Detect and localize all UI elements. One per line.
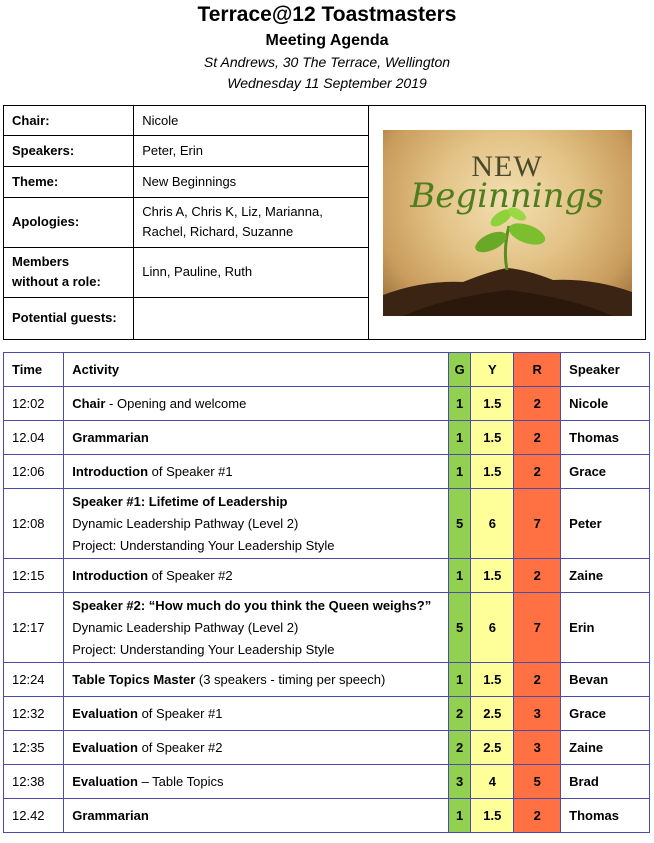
- theme-label: Theme:: [4, 167, 134, 198]
- row-activity: [64, 731, 449, 765]
- row-activity: [64, 765, 449, 799]
- row-time: 12:24: [4, 663, 64, 697]
- potential-guests-value: [134, 297, 369, 339]
- table-row: [4, 663, 650, 697]
- members-label-line-1: Members: [12, 254, 70, 270]
- row-project: Project: Understanding Your Leadership Style: [72, 537, 335, 553]
- potential-guests-label: Potential guests:: [4, 297, 134, 339]
- table-row: [4, 489, 650, 559]
- new-beginnings-image: [383, 130, 632, 316]
- row-yellow-time: 6: [471, 489, 514, 559]
- row-red-time: 3: [514, 697, 561, 731]
- row-pathway: Dynamic Leadership Pathway (Level 2): [72, 619, 299, 635]
- row-red-time: 7: [514, 489, 561, 559]
- venue-line: St Andrews, 30 The Terrace, Wellington: [203, 54, 451, 70]
- speakers-value: Peter, Erin: [134, 136, 369, 167]
- table-row: [4, 559, 650, 593]
- row-activity: [64, 663, 449, 697]
- row-speaker: Zaine: [561, 731, 650, 765]
- row-green-time: 1: [448, 421, 470, 455]
- apologies-line-2: Rachel, Richard, Suzanne: [142, 224, 294, 240]
- row-detail: of Speaker #2: [148, 567, 233, 583]
- row-speaker: Thomas: [561, 421, 650, 455]
- row-pathway: Dynamic Leadership Pathway (Level 2): [72, 515, 299, 531]
- row-speaker: Peter: [561, 489, 650, 559]
- table-row: [4, 387, 650, 421]
- row-green-time: 2: [448, 731, 470, 765]
- row-green-time: 1: [448, 663, 470, 697]
- row-role: Speaker #2: “How much do you think the Queen weighs?”: [72, 597, 432, 613]
- members-without-role-value: Linn, Pauline, Ruth: [134, 247, 369, 297]
- row-activity: [64, 489, 449, 559]
- row-yellow-time: 6: [471, 593, 514, 663]
- row-green-time: 1: [448, 455, 470, 489]
- agenda-subtitle: Meeting Agenda: [265, 32, 389, 49]
- speakers-label: Speakers:: [4, 136, 134, 167]
- row-project: Project: Understanding Your Leadership Style: [72, 641, 335, 657]
- col-activity: Activity: [64, 353, 449, 387]
- row-role: Introduction: [72, 463, 149, 479]
- image-word-beginnings: Beginnings: [410, 175, 604, 216]
- row-green-time: 1: [448, 559, 470, 593]
- row-speaker: Brad: [561, 765, 650, 799]
- agenda-header-row: [4, 353, 650, 387]
- chair-value: Nicole: [134, 106, 369, 136]
- row-green-time: 5: [448, 593, 470, 663]
- row-yellow-time: 1.5: [471, 387, 514, 421]
- row-speaker: Zaine: [561, 559, 650, 593]
- row-time: 12.42: [4, 799, 64, 833]
- row-role: Grammarian: [72, 807, 149, 823]
- theme-image-cell: [369, 106, 646, 340]
- row-red-time: 2: [514, 387, 561, 421]
- row-role: Table Topics Master: [72, 671, 196, 687]
- col-speaker: Speaker: [561, 353, 650, 387]
- row-detail: (3 speakers - timing per speech): [195, 671, 386, 687]
- meeting-info-table: [3, 105, 646, 340]
- row-time: 12:06: [4, 455, 64, 489]
- apologies-line-1: Chris A, Chris K, Liz, Marianna,: [142, 204, 323, 220]
- row-speaker: Nicole: [561, 387, 650, 421]
- row-role: Speaker #1: Lifetime of Leadership: [72, 493, 288, 509]
- table-row: [4, 731, 650, 765]
- row-yellow-time: 1.5: [471, 799, 514, 833]
- row-activity: [64, 559, 449, 593]
- row-role: Evaluation: [72, 739, 138, 755]
- row-speaker: Thomas: [561, 799, 650, 833]
- row-speaker: Erin: [561, 593, 650, 663]
- row-role: Evaluation: [72, 773, 138, 789]
- col-time: Time: [4, 353, 64, 387]
- row-activity: [64, 799, 449, 833]
- table-row: [4, 421, 650, 455]
- row-green-time: 3: [448, 765, 470, 799]
- row-activity: [64, 593, 449, 663]
- row-green-time: 1: [448, 799, 470, 833]
- row-detail: - Opening and welcome: [105, 395, 247, 411]
- row-red-time: 2: [514, 421, 561, 455]
- row-yellow-time: 2.5: [471, 697, 514, 731]
- row-time: 12:08: [4, 489, 64, 559]
- row-detail: of Speaker #2: [137, 739, 223, 755]
- row-role: Grammarian: [72, 429, 149, 445]
- col-yellow: Y: [471, 353, 514, 387]
- row-yellow-time: 1.5: [471, 663, 514, 697]
- row-time: 12:15: [4, 559, 64, 593]
- table-row: [4, 765, 650, 799]
- row-red-time: 2: [514, 455, 561, 489]
- row-green-time: 2: [448, 697, 470, 731]
- row-activity: [64, 387, 449, 421]
- row-role: Evaluation: [72, 705, 138, 721]
- row-speaker: Bevan: [561, 663, 650, 697]
- table-row: [4, 593, 650, 663]
- agenda-table: [3, 352, 650, 833]
- row-green-time: 5: [448, 489, 470, 559]
- row-speaker: Grace: [561, 455, 650, 489]
- chair-label: Chair:: [4, 106, 134, 136]
- row-activity: [64, 421, 449, 455]
- row-red-time: 5: [514, 765, 561, 799]
- row-time: 12:02: [4, 387, 64, 421]
- row-activity: [64, 455, 449, 489]
- row-role: Introduction: [72, 567, 149, 583]
- image-word-new: NEW: [471, 149, 543, 183]
- table-row: [4, 799, 650, 833]
- row-detail: of Speaker #1: [137, 705, 223, 721]
- row-red-time: 2: [514, 663, 561, 697]
- row-time: 12.04: [4, 421, 64, 455]
- date-line: Wednesday 11 September 2019: [227, 75, 427, 91]
- apologies-label: Apologies:: [4, 198, 134, 247]
- members-without-role-label: [4, 247, 134, 297]
- row-time: 12:17: [4, 593, 64, 663]
- row-yellow-time: 2.5: [471, 731, 514, 765]
- row-detail: – Table Topics: [137, 773, 224, 789]
- row-yellow-time: 1.5: [471, 559, 514, 593]
- row-time: 12:38: [4, 765, 64, 799]
- row-speaker: Grace: [561, 697, 650, 731]
- club-title: Terrace@12 Toastmasters: [197, 3, 457, 26]
- theme-value: New Beginnings: [134, 167, 369, 198]
- row-time: 12:35: [4, 731, 64, 765]
- row-activity: [64, 697, 449, 731]
- apologies-value: [134, 198, 369, 247]
- row-red-time: 2: [514, 799, 561, 833]
- row-green-time: 1: [448, 387, 470, 421]
- col-red: R: [514, 353, 561, 387]
- row-yellow-time: 4: [471, 765, 514, 799]
- row-yellow-time: 1.5: [471, 421, 514, 455]
- row-red-time: 7: [514, 593, 561, 663]
- members-label-line-2: without a role:: [12, 274, 101, 290]
- table-row: [4, 697, 650, 731]
- row-yellow-time: 1.5: [471, 455, 514, 489]
- row-red-time: 2: [514, 559, 561, 593]
- table-row: [4, 455, 650, 489]
- row-red-time: 3: [514, 731, 561, 765]
- row-detail: of Speaker #1: [148, 463, 233, 479]
- row-role: Chair: [72, 395, 106, 411]
- document-header: [0, 0, 654, 94]
- col-green: G: [448, 353, 470, 387]
- row-time: 12:32: [4, 697, 64, 731]
